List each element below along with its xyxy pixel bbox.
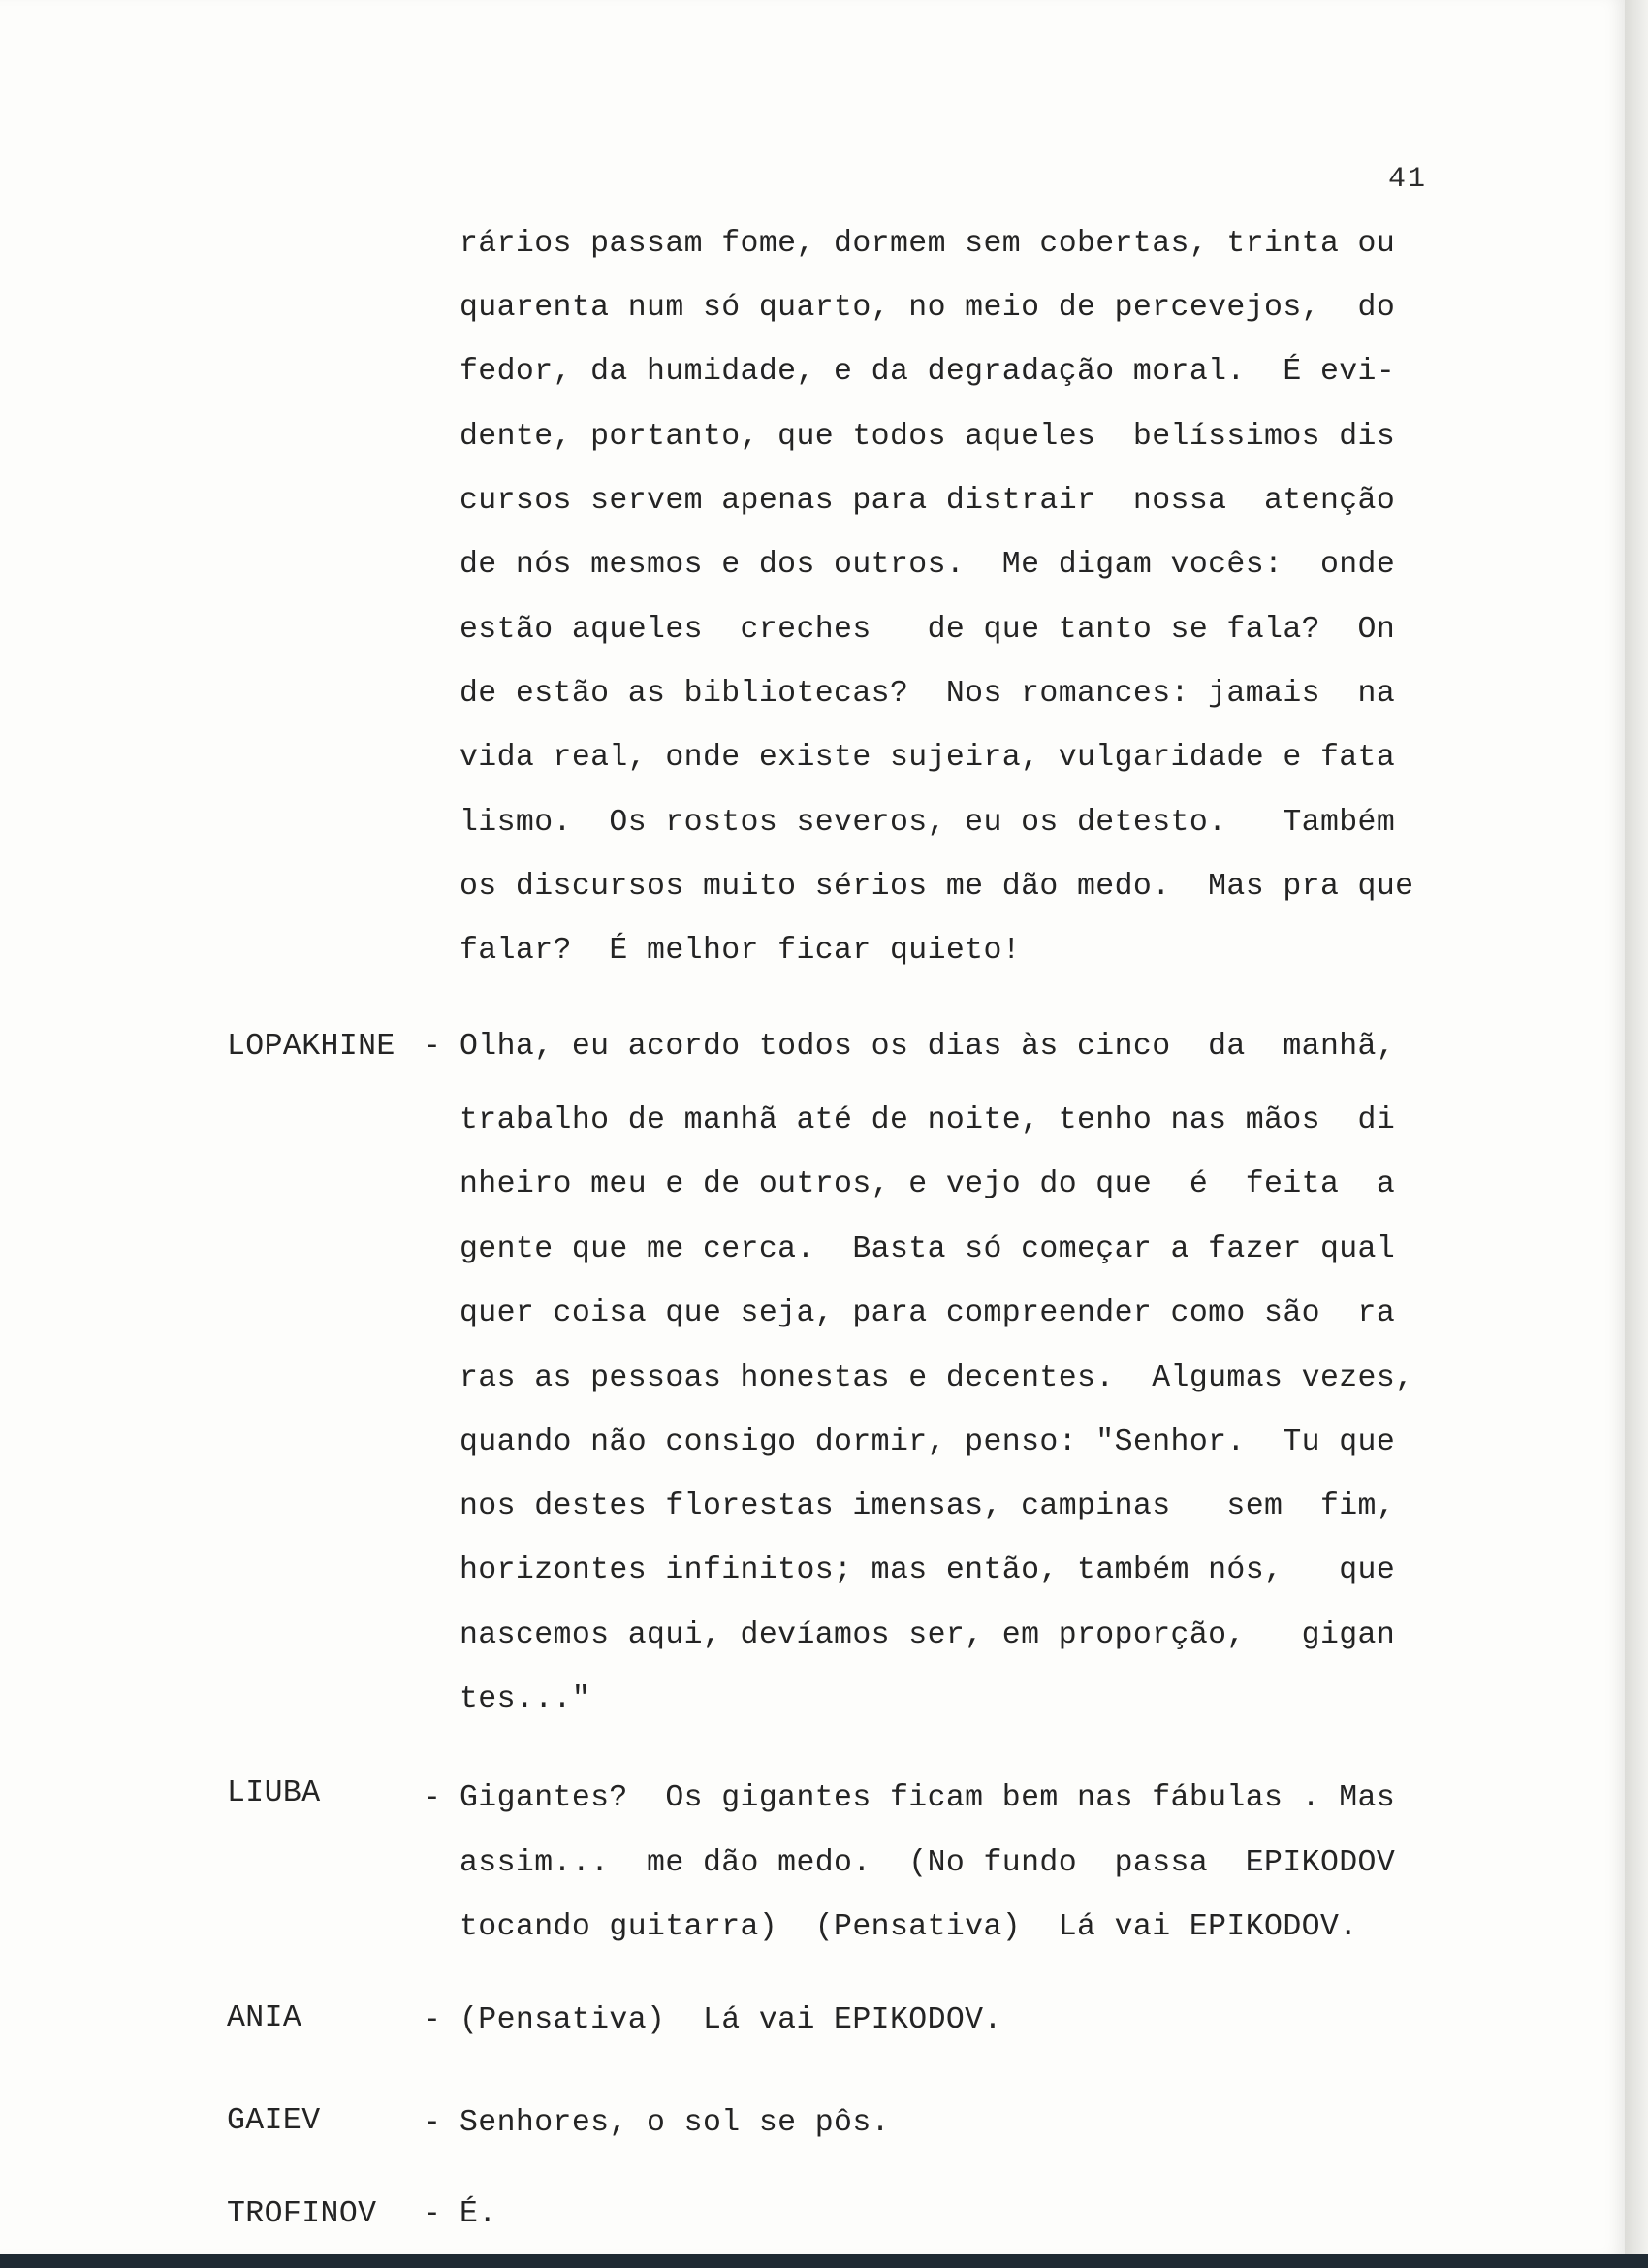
speaker-dash: -	[423, 2003, 441, 2037]
text-line: falar? É melhor ficar quieto!	[460, 934, 1022, 968]
text-line: quarenta num só quarto, no meio de percevejos, do	[460, 291, 1396, 325]
text-line: fedor, da humidade, e da degradação moral. É evi-	[460, 355, 1396, 389]
text-line: É.	[460, 2197, 497, 2231]
text-line: Senhores, o sol se pôs.	[460, 2106, 890, 2140]
text-line: trabalho de manhã até de noite, tenho nas mãos di	[460, 1103, 1396, 1137]
speaker-name: LIUBA	[227, 1776, 321, 1810]
text-line: estão aqueles creches de que tanto se fala? On	[460, 613, 1396, 647]
speaker-name: TROFINOV	[227, 2197, 377, 2231]
text-line: nheiro meu e de outros, e vejo do que é feita a	[460, 1167, 1396, 1201]
text-line: ras as pessoas honestas e decentes. Algumas vezes,	[460, 1361, 1414, 1395]
speaker-dash: -	[423, 2106, 441, 2140]
speaker-name: LOPAKHINE	[227, 1030, 396, 1064]
speaker-dash: -	[423, 2197, 441, 2231]
text-line: dente, portanto, que todos aqueles belíssimos dis	[460, 420, 1396, 454]
text-line: cursos servem apenas para distrair nossa atenção	[460, 484, 1396, 518]
text-line: nascemos aqui, devíamos ser, em proporção, gigan	[460, 1618, 1396, 1652]
page-edge-shadow	[1625, 0, 1648, 2268]
text-line: gente que me cerca. Basta só começar a fazer qual	[460, 1232, 1396, 1266]
text-line: nos destes florestas imensas, campinas sem fim,	[460, 1489, 1396, 1523]
text-line: (Pensativa) Lá vai EPIKODOV.	[460, 2003, 1002, 2037]
text-line: lismo. Os rostos severos, eu os detesto. Também	[460, 806, 1396, 840]
scan-bottom-border	[0, 2254, 1648, 2268]
speaker-name: GAIEV	[227, 2104, 321, 2138]
text-line: de estão as bibliotecas? Nos romances: jamais na	[460, 677, 1396, 711]
text-line: de nós mesmos e dos outros. Me digam vocês: onde	[460, 548, 1396, 582]
text-line: vida real, onde existe sujeira, vulgaridade e fata	[460, 741, 1396, 775]
text-line: horizontes infinitos; mas então, também nós, que	[460, 1553, 1396, 1587]
text-line: Gigantes? Os gigantes ficam bem nas fábulas . Mas	[460, 1781, 1396, 1815]
text-line: quer coisa que seja, para compreender como são ra	[460, 1296, 1396, 1330]
text-line: tocando guitarra) (Pensativa) Lá vai EPIKODOV.	[460, 1910, 1358, 1944]
speaker-name: ANIA	[227, 2001, 302, 2035]
text-line: Olha, eu acordo todos os dias às cinco da manhã,	[460, 1030, 1396, 1064]
text-line: quando não consigo dormir, penso: "Senhor. Tu que	[460, 1425, 1396, 1459]
text-line: tes..."	[460, 1682, 591, 1716]
speaker-dash: -	[423, 1781, 441, 1815]
text-line: assim... me dão medo. (No fundo passa EPIKODOV	[460, 1846, 1396, 1880]
page-number: 41	[1388, 163, 1428, 196]
text-line: rários passam fome, dormem sem cobertas, trinta ou	[460, 227, 1396, 261]
text-line: os discursos muito sérios me dão medo. Mas pra que	[460, 870, 1414, 904]
speaker-dash: -	[423, 1030, 441, 1064]
